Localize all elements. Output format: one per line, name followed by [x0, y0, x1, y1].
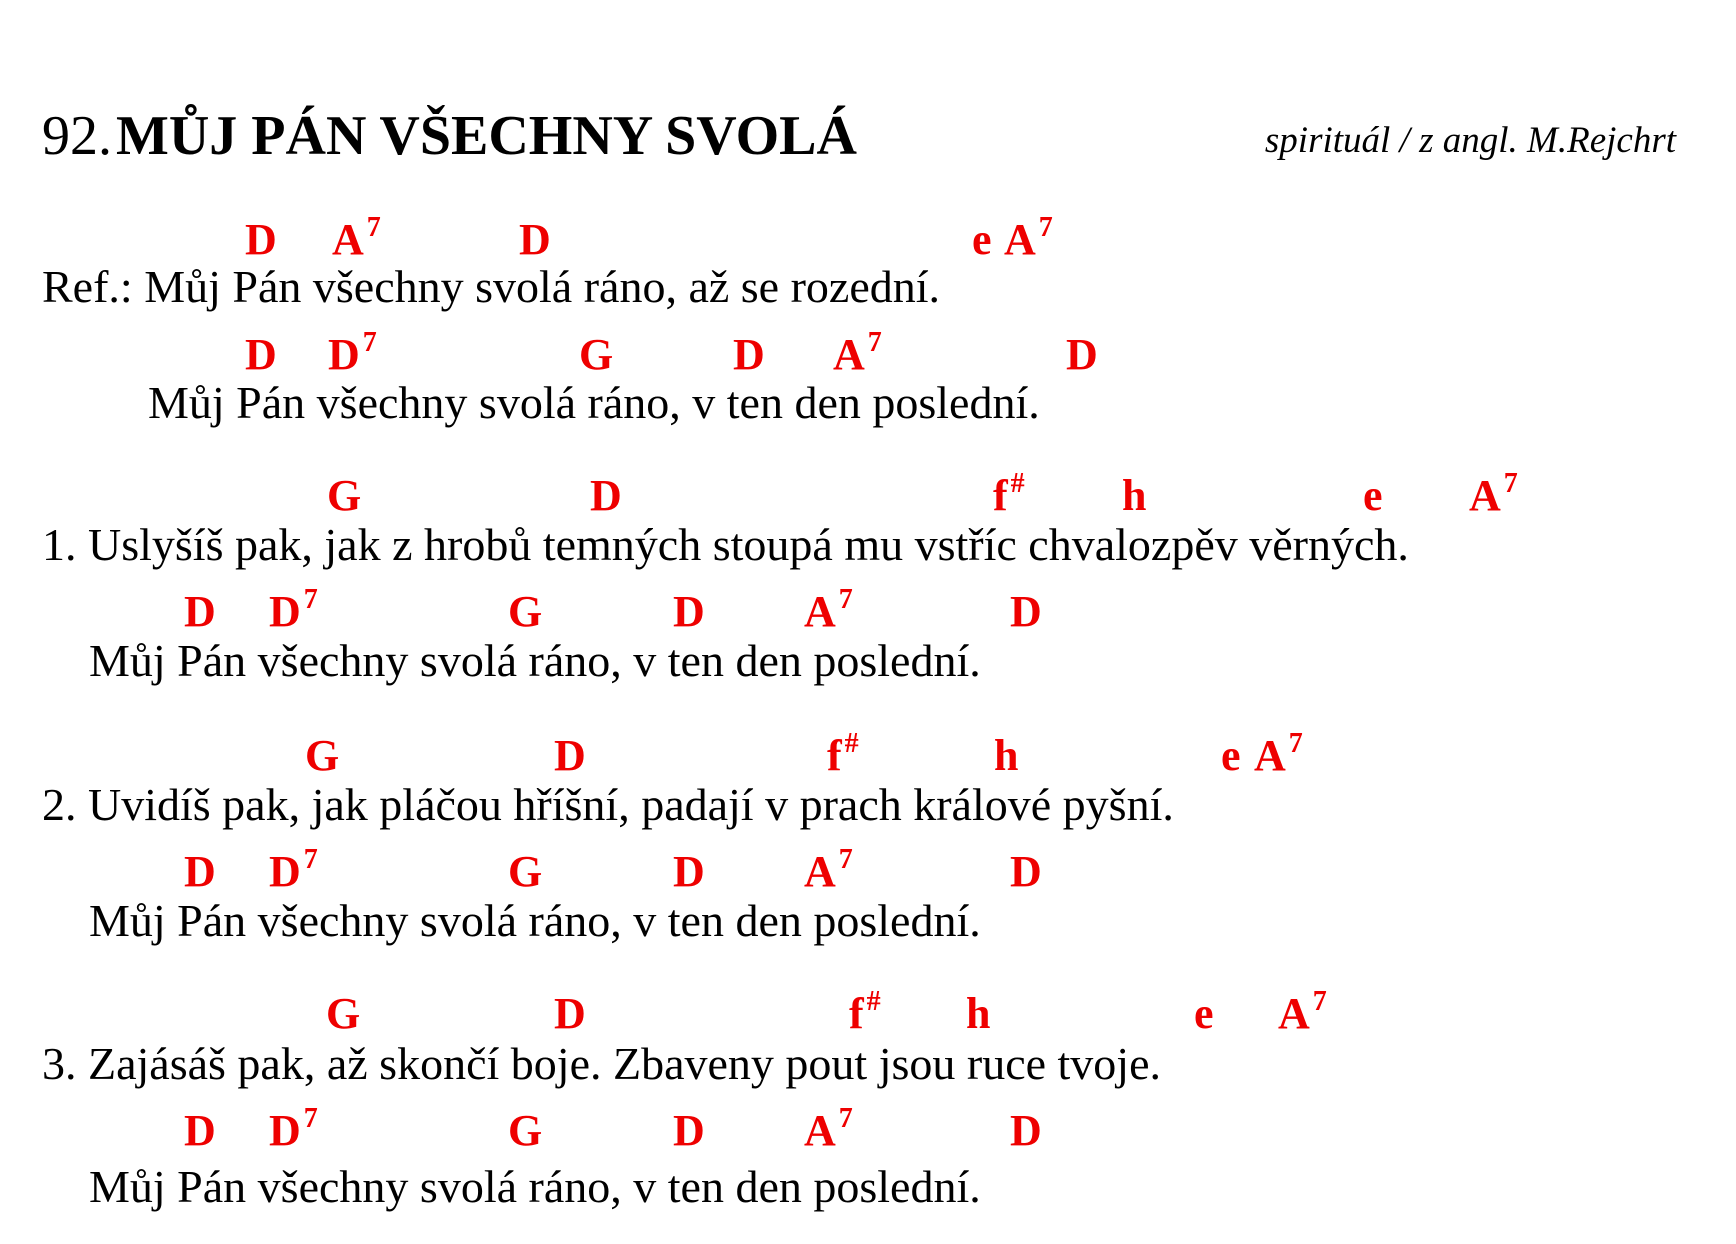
chord — [972, 215, 992, 264]
chord — [508, 1106, 543, 1155]
chord-root: D — [1010, 1106, 1042, 1155]
chord — [519, 215, 551, 264]
chord — [1122, 471, 1147, 520]
chord-root: D — [184, 587, 216, 636]
chord-root: D — [1066, 330, 1098, 379]
chord-root: G — [508, 847, 543, 896]
chord — [326, 989, 361, 1038]
chord-root: A — [804, 587, 836, 636]
chord-root: h — [966, 989, 991, 1038]
chord-root: A — [833, 330, 865, 379]
chord-root: A — [332, 215, 364, 264]
chord — [1469, 468, 1518, 520]
chord-extension: 7 — [1312, 986, 1327, 1017]
chord — [673, 1106, 705, 1155]
chord-root: D — [269, 1106, 301, 1155]
chord — [1278, 986, 1327, 1038]
chord — [332, 212, 381, 264]
lyric-line: Ref.: Můj Pán všechny svolá ráno, až se rozední. — [42, 261, 941, 312]
chord-root: D — [673, 847, 705, 896]
chord — [184, 1106, 216, 1155]
chord-root: e — [1221, 731, 1241, 780]
chord-root: G — [508, 1106, 543, 1155]
chord-root: D — [269, 587, 301, 636]
song-title-text: MŮJ PÁN VŠECHNY SVOLÁ — [116, 105, 857, 167]
chord-root: f — [849, 989, 864, 1038]
chord — [554, 989, 586, 1038]
chord — [184, 587, 216, 636]
chord-root: e — [1194, 989, 1214, 1038]
chord-root: A — [1004, 215, 1036, 264]
chord — [804, 1103, 853, 1155]
chord-extension: 7 — [838, 1103, 853, 1134]
chord — [673, 587, 705, 636]
chord-root: A — [804, 847, 836, 896]
chord — [508, 587, 543, 636]
chord — [804, 844, 853, 896]
chord-extension: 7 — [362, 327, 377, 358]
chord-root: D — [269, 847, 301, 896]
chord — [994, 731, 1019, 780]
chord-root: h — [1122, 471, 1147, 520]
chord-extension: # — [866, 986, 881, 1017]
chord — [269, 844, 318, 896]
chord — [993, 468, 1025, 520]
chord — [1363, 471, 1383, 520]
lyric-line: 2. Uvidíš pak, jak pláčou hříšní, padají v prach králové pyšní. — [42, 779, 1174, 830]
chord — [269, 1103, 318, 1155]
chord-root: D — [673, 587, 705, 636]
chord-extension: # — [1010, 468, 1025, 499]
lyric-line: Můj Pán všechny svolá ráno, v ten den poslední. — [89, 635, 981, 686]
chord-root: G — [326, 989, 361, 1038]
chord — [1194, 989, 1214, 1038]
chord-root: D — [245, 330, 277, 379]
chord-root: f — [993, 471, 1008, 520]
chord-root: D — [673, 1106, 705, 1155]
chord-root: D — [184, 847, 216, 896]
chord-root: A — [1278, 989, 1310, 1038]
chord — [833, 327, 882, 379]
chord — [245, 215, 277, 264]
chord-root: D — [519, 215, 551, 264]
chord-extension: # — [844, 728, 859, 759]
chord — [305, 731, 340, 780]
chord-extension: 7 — [303, 584, 318, 615]
chord-root: D — [733, 330, 765, 379]
chord-extension: 7 — [1038, 212, 1053, 243]
lyric-line: Můj Pán všechny svolá ráno, v ten den poslední. — [89, 895, 981, 946]
chord-root: A — [804, 1106, 836, 1155]
chord-root: e — [972, 215, 992, 264]
chord — [827, 728, 859, 780]
chord — [1010, 847, 1042, 896]
chord-root: D — [328, 330, 360, 379]
chord-root: D — [1010, 847, 1042, 896]
chord — [1010, 587, 1042, 636]
chord — [184, 847, 216, 896]
song-attribution: spirituál / z angl. M.Rejchrt — [1264, 120, 1676, 161]
chord — [579, 330, 614, 379]
chord-root: e — [1363, 471, 1383, 520]
chord — [554, 731, 586, 780]
song-title — [42, 105, 857, 167]
chord-root: D — [1010, 587, 1042, 636]
chord-extension: 7 — [366, 212, 381, 243]
chord-root: G — [305, 731, 340, 780]
chord — [849, 986, 881, 1038]
chord-root: G — [579, 330, 614, 379]
chord-root: A — [1469, 471, 1501, 520]
lyric-line: Můj Pán všechny svolá ráno, v ten den poslední. — [89, 1161, 981, 1212]
chord — [328, 327, 377, 379]
lyric-line: Můj Pán všechny svolá ráno, v ten den poslední. — [148, 377, 1040, 428]
chord — [966, 989, 991, 1038]
chord — [1066, 330, 1098, 379]
chord — [1221, 731, 1241, 780]
chord-extension: 7 — [1503, 468, 1518, 499]
lyric-line: 1. Uslyšíš pak, jak z hrobů temných stoupá mu vstříc chvalozpěv věrných. — [42, 519, 1409, 570]
chord-extension: 7 — [303, 844, 318, 875]
chord — [1004, 212, 1053, 264]
chord-extension: 7 — [303, 1103, 318, 1134]
chord-root: D — [245, 215, 277, 264]
chord — [245, 330, 277, 379]
chord-root: D — [554, 989, 586, 1038]
chord — [1010, 1106, 1042, 1155]
chord-root: D — [554, 731, 586, 780]
chord-root: A — [1254, 731, 1286, 780]
chord-root: h — [994, 731, 1019, 780]
chord-root: f — [827, 731, 842, 780]
lyric-line: 3. Zajásáš pak, až skončí boje. Zbaveny pout jsou ruce tvoje. — [42, 1038, 1162, 1089]
chord-extension: 7 — [838, 584, 853, 615]
chord — [269, 584, 318, 636]
chord — [590, 471, 622, 520]
chord-extension: 7 — [838, 844, 853, 875]
chord — [733, 330, 765, 379]
chord-extension: 7 — [867, 327, 882, 358]
chord-root: G — [327, 471, 362, 520]
song-number: 92. — [42, 105, 112, 167]
chord-root: G — [508, 587, 543, 636]
chord — [673, 847, 705, 896]
chord — [804, 584, 853, 636]
chord — [327, 471, 362, 520]
chord — [508, 847, 543, 896]
chord — [1254, 728, 1303, 780]
chord-extension: 7 — [1288, 728, 1303, 759]
chord-root: D — [590, 471, 622, 520]
chord-root: D — [184, 1106, 216, 1155]
